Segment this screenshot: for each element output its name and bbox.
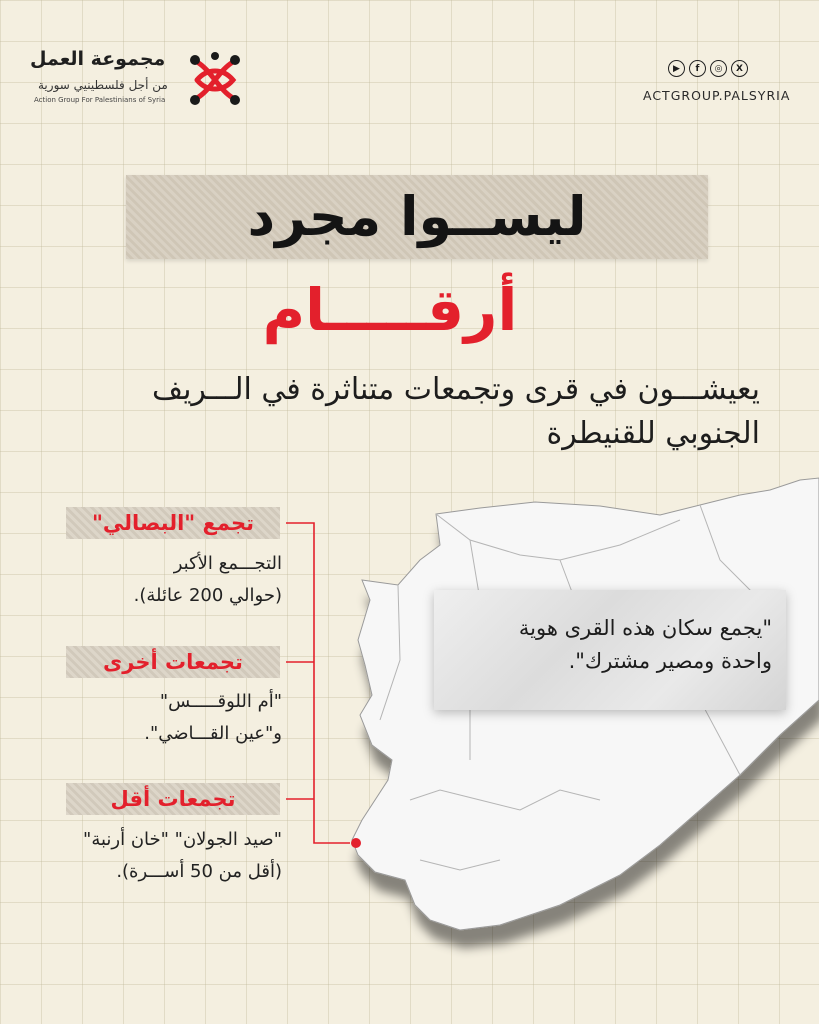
group-desc-line: "صيد الجولان" "خان أرنبة" <box>83 829 282 850</box>
group-desc-line: (أقل من 50 أســـرة). <box>116 861 282 882</box>
group-description <box>60 686 282 750</box>
x-icon[interactable]: X <box>731 60 748 77</box>
group-description <box>40 824 282 888</box>
location-marker <box>351 838 361 848</box>
social-links <box>668 60 748 77</box>
facebook-icon[interactable]: f <box>689 60 706 77</box>
group-label: تجمعات أخرى <box>66 646 280 678</box>
group-label: تجمع "البصالي" <box>66 507 280 539</box>
brand-tagline: من أجل فلسطينيي سورية <box>38 78 168 92</box>
subheading-line2: الجنوبي للقنيطرة <box>546 416 760 451</box>
instagram-icon[interactable]: ◎ <box>710 60 727 77</box>
subheading-line1: يعيشـــون في قرى وتجمعات متناثرة في الـــريف <box>152 372 760 407</box>
brand-logo-icon <box>183 48 247 112</box>
headline-line2: أرقـــــام <box>262 276 518 344</box>
quote-line: "يجمع سكان هذه القرى هوية <box>518 616 772 640</box>
group-label: تجمعات أقل <box>66 783 280 815</box>
group-description <box>60 548 282 612</box>
group-desc-line: و"عين القـــاضي". <box>144 723 282 744</box>
quote-text <box>442 612 772 678</box>
group-desc-line: (حوالي 200 عائلة). <box>133 585 282 606</box>
quote-line: واحدة ومصير مشترك". <box>568 649 772 673</box>
group-desc-line: "أم اللوقـــــس" <box>159 691 282 712</box>
group-desc-line: التجـــمع الأكبر <box>173 553 282 574</box>
youtube-icon[interactable]: ▶ <box>668 60 685 77</box>
headline-line1: ليســوا مجرد <box>247 185 587 248</box>
brand-name-en: Action Group For Palestinians of Syria <box>34 96 166 104</box>
brand-name: مجموعة العمل <box>30 48 166 70</box>
subheading <box>60 368 760 456</box>
social-handle: ACTGROUP.PALSYRIA <box>643 88 791 103</box>
